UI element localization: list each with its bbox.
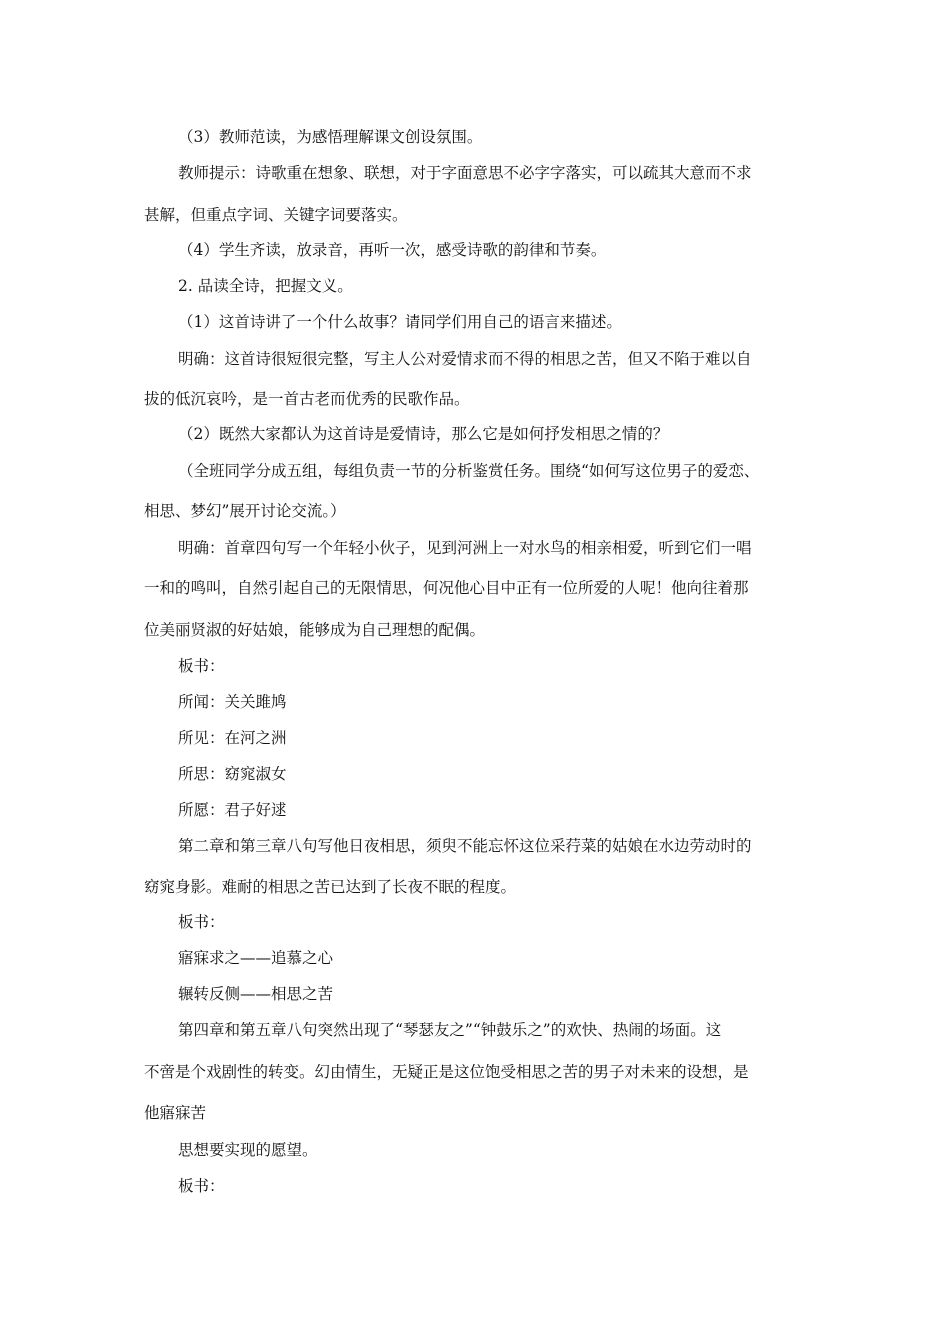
text-line: 位美丽贤淑的好姑娘，能够成为自己理想的配偶。 [144, 621, 486, 639]
text-line: 他寤寐苦 [144, 1104, 207, 1122]
text-line: 所思：窈窕淑女 [178, 765, 287, 783]
text-line: 明确：这首诗很短很完整，写主人公对爱情求而不得的相思之苦，但又不陷于难以自 [178, 350, 752, 368]
text-line: 辗转反侧——相思之苦 [178, 985, 334, 1003]
text-line: （2）既然大家都认为这首诗是爱情诗，那么它是如何抒发相思之情的？ [178, 425, 669, 443]
text-line: 第四章和第五章八句突然出现了“琴瑟友之”“钟鼓乐之”的欢快、热闹的场面。这 [178, 1021, 722, 1039]
text-line: 板书： [178, 913, 225, 931]
text-line: 第二章和第三章八句写他日夜相思，须臾不能忘怀这位采荇菜的姑娘在水边劳动时的 [178, 837, 752, 855]
text-line: 板书： [178, 1177, 225, 1195]
text-line: 甚解，但重点字词、关键字词要落实。 [144, 206, 408, 224]
text-line: （3）教师范读，为感悟理解课文创设氛围。 [178, 128, 483, 146]
text-line: 窈窕身影。难耐的相思之苦已达到了长夜不眠的程度。 [144, 878, 517, 896]
text-line: （4）学生齐读，放录音，再听一次，感受诗歌的韵律和节奏。 [178, 241, 607, 259]
text-line: 2. 品读全诗，把握文义。 [178, 277, 353, 295]
text-line: 一和的鸣叫，自然引起自己的无限情思，何况他心目中正有一位所爱的人呢！他向往着那 [144, 579, 749, 597]
text-line: 明确：首章四句写一个年轻小伙子，见到河洲上一对水鸟的相亲相爱，听到它们一唱 [178, 539, 752, 557]
text-line: 寤寐求之——追慕之心 [178, 949, 334, 967]
text-line: 拔的低沉哀吟，是一首古老而优秀的民歌作品。 [144, 390, 470, 408]
text-line: 所见：在河之洲 [178, 729, 287, 747]
text-line: 板书： [178, 657, 225, 675]
text-line: 教师提示：诗歌重在想象、联想，对于字面意思不必字字落实，可以疏其大意而不求 [178, 164, 752, 182]
text-line: 思想要实现的愿望。 [178, 1141, 318, 1159]
text-line: （1）这首诗讲了一个什么故事？请同学们用自己的语言来描述。 [178, 313, 622, 331]
text-line: 相思、梦幻”展开讨论交流。） [144, 502, 346, 520]
text-line: 所愿：君子好逑 [178, 801, 287, 819]
text-line: 不啻是个戏剧性的转变。幻由情生，无疑正是这位饱受相思之苦的男子对未来的设想，是 [144, 1063, 749, 1081]
text-line: （全班同学分成五组，每组负责一节的分析鉴赏任务。围绕“如何写这位男子的爱恋、 [178, 462, 760, 480]
text-line: 所闻：关关雎鸠 [178, 693, 287, 711]
